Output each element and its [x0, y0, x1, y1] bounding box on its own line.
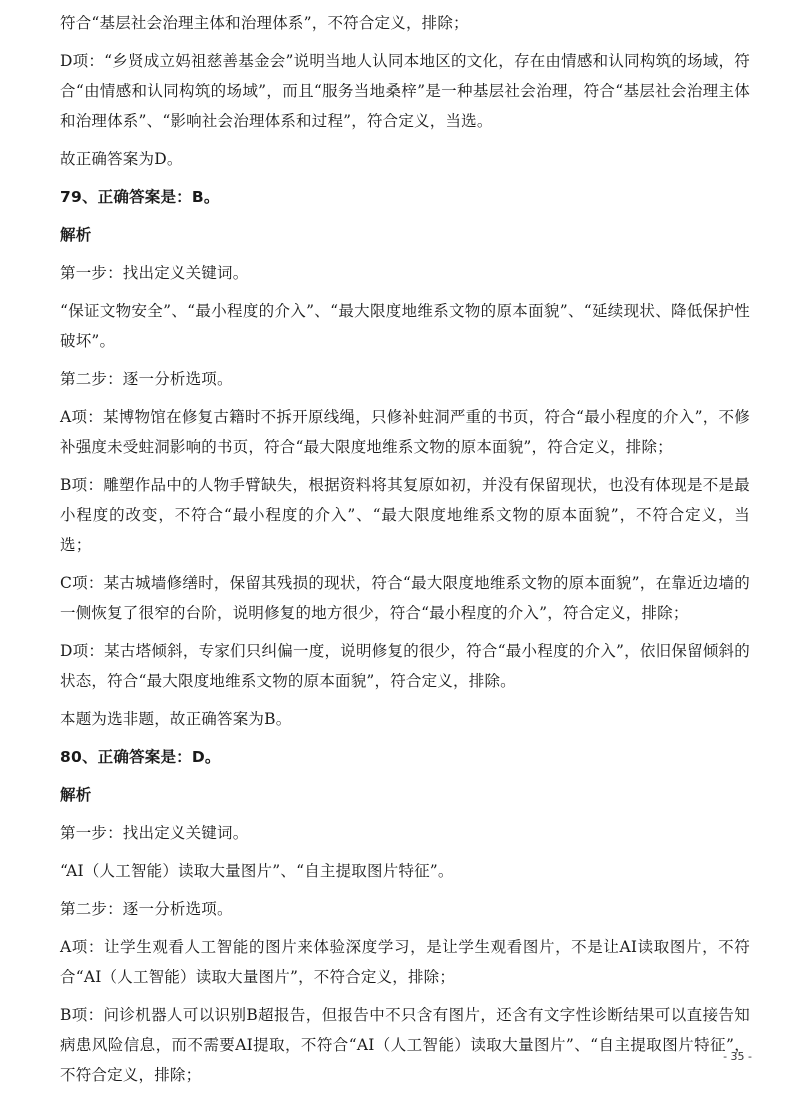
- paragraph: B项：问诊机器人可以识别B超报告，但报告中不只含有图片，还含有文字性诊断结果可以直接告知病患风险信息，而不需要AI提取，不符合“AI（人工智能）读取大量图片”、“自主提取图片特征”，不符合定义，排除；: [60, 1006, 750, 1084]
- page-number: - 35 -: [723, 1050, 752, 1063]
- paragraph: B项：雕塑作品中的人物手臂缺失，根据资料将其复原如初，并没有保留现状，也没有体现是不是最小程度的改变，不符合“最小程度的介入”、“最大限度地维系文物的原本面貌”，不符合定义，当选；: [60, 476, 750, 554]
- paragraph: “保证文物安全”、“最小程度的介入”、“最大限度地维系文物的原本面貌”、“延续现状、降低保护性破坏”。: [60, 302, 750, 350]
- paragraph: 第二步：逐一分析选项。: [60, 900, 233, 918]
- answer-heading: 79、正确答案是：B。: [60, 188, 220, 206]
- analysis-heading: 解析: [60, 786, 92, 804]
- paragraph: A项：某博物馆在修复古籍时不拆开原线绳，只修补蛀洞严重的书页，符合“最小程度的介入”，不修补强度未受蛀洞影响的书页，符合“最大限度地维系文物的原本面貌”，符合定义，排除；: [60, 408, 750, 456]
- paragraph: “AI（人工智能）读取大量图片”、“自主提取图片特征”。: [60, 862, 454, 880]
- paragraph: D项：某古塔倾斜，专家们只纠偏一度，说明修复的很少，符合“最小程度的介入”，依旧保留倾斜的状态，符合“最大限度地维系文物的原本面貌”，符合定义，排除。: [60, 642, 750, 690]
- paragraph: 故正确答案为D。: [60, 150, 183, 168]
- paragraph: 本题为选非题，故正确答案为B。: [60, 710, 292, 728]
- paragraph: C项：某古城墙修缮时，保留其残损的现状，符合“最大限度地维系文物的原本面貌”，在靠近边墙的一侧恢复了很窄的台阶，说明修复的地方很少，符合“最小程度的介入”，符合定义，排除；: [60, 574, 750, 622]
- page-content: [60, 8, 750, 1098]
- answer-heading: 80、正确答案是：D。: [60, 748, 221, 766]
- paragraph: 符合“基层社会治理主体和治理体系”，不符合定义，排除；: [60, 14, 469, 32]
- paragraph: 第一步：找出定义关键词。: [60, 264, 249, 282]
- paragraph: D项：“乡贤成立妈祖慈善基金会”说明当地人认同本地区的文化，存在由情感和认同构筑的场域，符合“由情感和认同构筑的场域”，而且“服务当地桑梓”是一种基层社会治理，符合“基层社会治理主体和治理体系”、“影响社会治理体系和过程”，符合定义，当选。: [60, 52, 750, 130]
- paragraph: A项：让学生观看人工智能的图片来体验深度学习，是让学生观看图片，不是让AI读取图片，不符合“AI（人工智能）读取大量图片”，不符合定义，排除；: [60, 938, 750, 986]
- paragraph: 第二步：逐一分析选项。: [60, 370, 233, 388]
- paragraph: 第一步：找出定义关键词。: [60, 824, 249, 842]
- analysis-heading: 解析: [60, 226, 92, 244]
